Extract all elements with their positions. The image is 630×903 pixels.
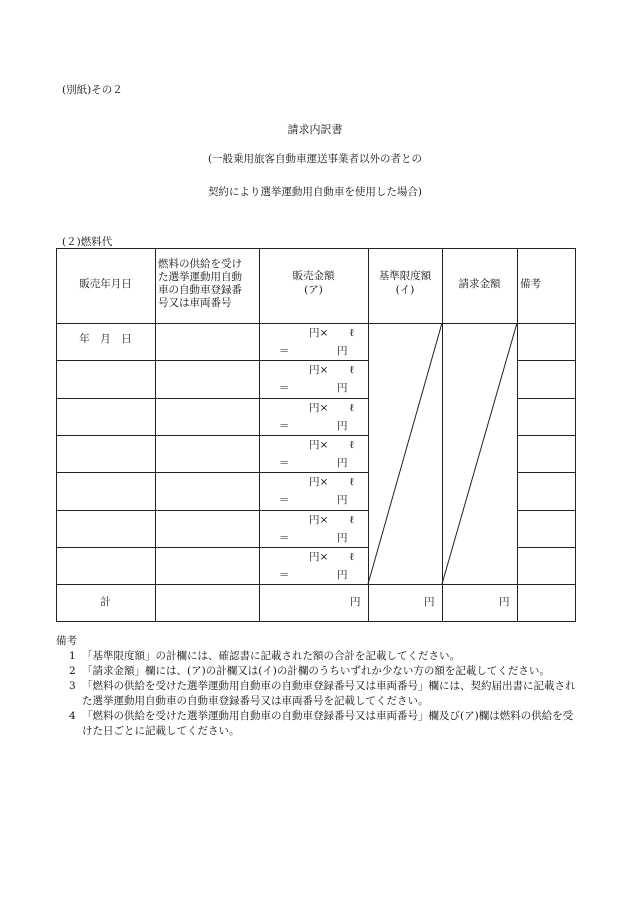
total-label: 計 [100,596,111,608]
note-item [56,709,576,739]
total-sale-yen: 円 [350,596,361,608]
column-header-limit-amount: 基準限度額 [378,270,432,282]
amount-yen-unit: 円 [337,345,348,357]
total-claim-yen: 円 [499,596,510,608]
document-title: 請求内訳書 [287,123,343,136]
amount-unit-price-line: 円× ℓ [309,327,355,339]
amount-unit-price-line: 円× ℓ [309,364,355,376]
amount-yen-unit: 円 [337,457,348,469]
note-number: 1 [69,650,76,662]
amount-unit-price-line: 円× ℓ [309,551,355,563]
note-text: 「請求金額」欄には、(ア)の計欄又は(イ)の計欄のうちいずれか少ない方の額を記載してください。 [82,665,550,677]
fuel-cost-table [56,248,575,621]
total-limit-yen: 円 [424,596,435,608]
section-label: (２)燃料代 [62,236,113,248]
column-header-vehicle-number: 車の自動車登録番 [158,284,242,296]
amount-unit-price-line: 円× ℓ [309,476,355,488]
amount-yen-unit: 円 [337,494,348,506]
amount-yen-unit: 円 [337,382,348,394]
amount-equals-sign: ＝ [279,457,290,469]
amount-equals-sign: ＝ [279,382,290,394]
subtitle-line-1: (一般乗用旅客自動車運送事業者以外の者との [207,153,423,165]
amount-yen-unit: 円 [337,532,348,544]
amount-equals-sign: ＝ [279,494,290,506]
amount-yen-unit: 円 [337,420,348,432]
note-item [56,679,576,709]
sale-date-placeholder: 年 月 日 [79,333,132,345]
column-header-limit-amount: (イ) [395,284,415,296]
notes-section [56,634,576,739]
amount-yen-unit: 円 [337,569,348,581]
amount-equals-sign: ＝ [279,532,290,544]
note-text: 「基準限度額」の計欄には、確認書に記載された額の合計を記載してください。 [82,650,460,662]
column-header-sale-amount: 販売金額 [292,270,335,282]
amount-unit-price-line: 円× ℓ [309,439,355,451]
column-header-vehicle-number: 号又は車両番号 [158,297,232,309]
column-header-claim-amount: 請求金額 [458,278,501,290]
note-text: 「燃料の供給を受けた選挙運動用自動車の自動車登録番号又は車両番号」欄には、契約届出書に記載された選挙運動用自動車の自動車登録番号又は車両番号を記載してください。 [82,680,576,707]
column-header-sale-amount: (ア) [304,284,323,296]
amount-equals-sign: ＝ [279,420,290,432]
diagonal-strike-line [368,323,442,584]
subtitle-line-2: 契約により選挙運動用自動車を使用した場合) [207,186,423,198]
diagonal-strikes [56,248,577,623]
column-header-vehicle-number: 燃料の供給を受け [158,258,242,270]
note-item [56,649,576,664]
amount-unit-price-line: 円× ℓ [309,402,355,414]
column-header-remarks: 備考 [520,278,541,290]
note-item [56,664,576,679]
attachment-label: (別紙)その２ [62,84,123,96]
note-number: 3 [69,680,76,692]
amount-equals-sign: ＝ [279,569,290,581]
note-text: 「燃料の供給を受けた選挙運動用自動車の自動車登録番号又は車両番号」欄及び(ア)欄は燃料の供給を受けた日ごとに記載してください。 [82,710,574,737]
diagonal-strike-line [442,323,517,584]
column-header-sale-date: 販売年月日 [79,278,132,290]
amount-equals-sign: ＝ [279,345,290,357]
note-number: 4 [69,710,76,722]
note-number: 2 [69,665,76,677]
notes-heading: 備考 [56,635,77,647]
column-header-vehicle-number: た選挙運動用自動 [158,271,242,283]
amount-unit-price-line: 円× ℓ [309,514,355,526]
